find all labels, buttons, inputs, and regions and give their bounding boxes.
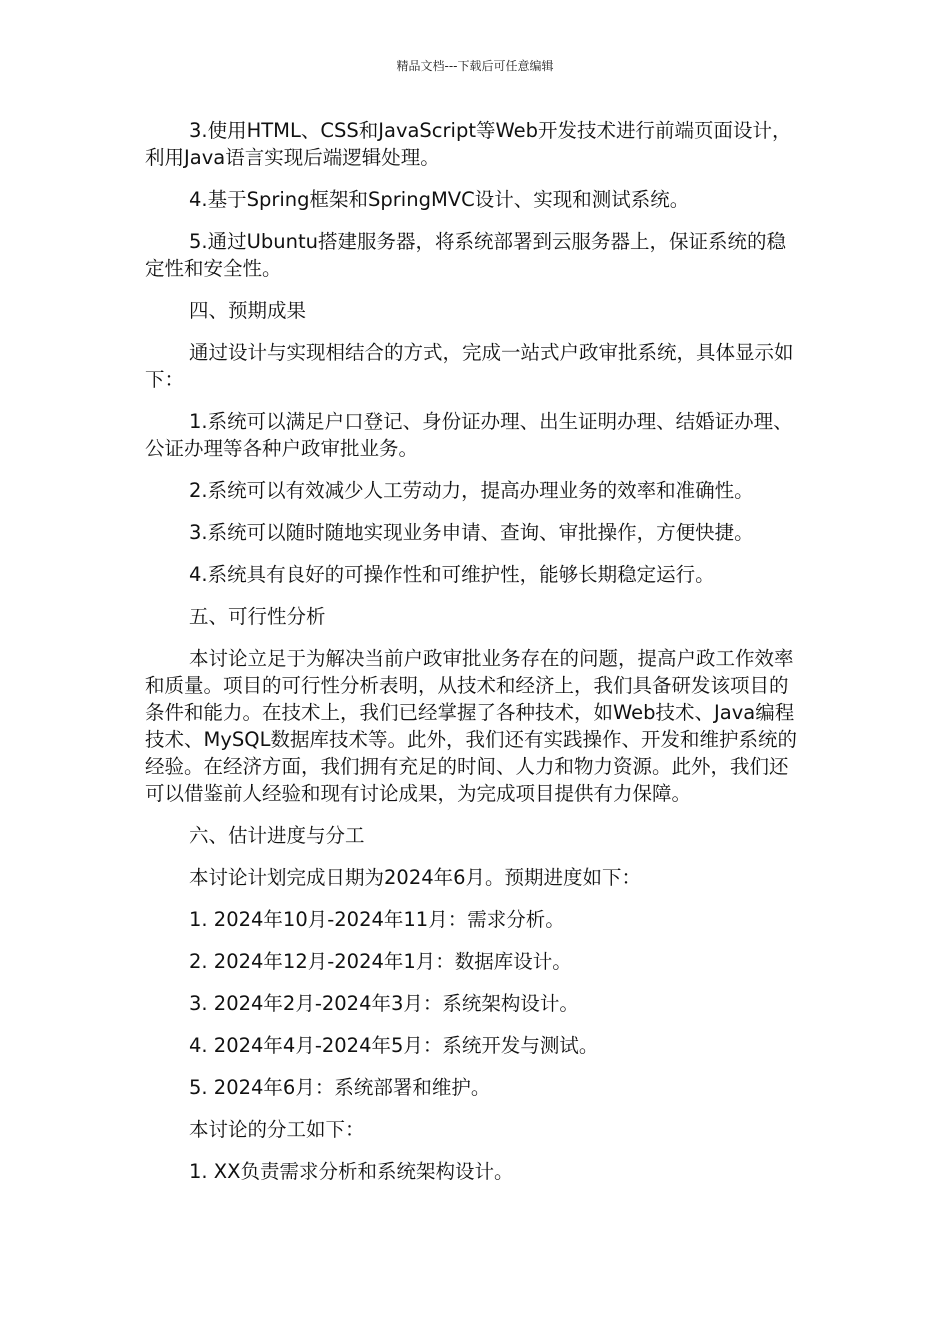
- list-item-schedule-5: 5. 2024年6月：系统部署和维护。: [189, 1076, 491, 1099]
- section-heading-schedule: 六、估计进度与分工: [189, 824, 365, 847]
- list-item-schedule-1: 1. 2024年10月-2024年11月：需求分析。: [189, 908, 565, 931]
- list-item-result-2: 2.系统可以有效减少人工劳动力，提高办理业务的效率和准确性。: [189, 479, 754, 502]
- page-header: 精品文档---下载后可任意编辑: [396, 59, 554, 73]
- section-heading-feasibility: 五、可行性分析: [189, 605, 326, 628]
- list-item-schedule-3: 3. 2024年2月-2024年3月：系统架构设计。: [189, 992, 579, 1015]
- paragraph-division-intro: 本讨论的分工如下：: [189, 1118, 365, 1141]
- list-item-result-3: 3.系统可以随时随地实现业务申请、查询、审批操作，方便快捷。: [189, 521, 754, 544]
- list-item-schedule-4: 4. 2024年4月-2024年5月：系统开发与测试。: [189, 1034, 599, 1057]
- list-item-schedule-2: 2. 2024年12月-2024年1月：数据库设计。: [189, 950, 572, 973]
- paragraph-results-intro: 通过设计与实现相结合的方式，完成一站式户政审批系统，具体显示如下：: [145, 341, 794, 391]
- section-heading-expected-results: 四、预期成果: [189, 299, 307, 322]
- paragraph-frontend-tech: 3.使用HTML、CSS和JavaScript等Web开发技术进行前端页面设计，利用Java语言实现后端逻辑处理。: [145, 119, 792, 169]
- list-item-result-1: 1.系统可以满足户口登记、身份证办理、出生证明办理、结婚证办理、公证办理等各种户政审批业务。: [145, 410, 793, 460]
- list-item-division-1: 1. XX负责需求分析和系统架构设计。: [189, 1160, 514, 1183]
- paragraph-feasibility: 本讨论立足于为解决当前户政审批业务存在的问题，提高户政工作效率和质量。项目的可行性分析表明，从技术和经济上，我们具备研发该项目的条件和能力。在技术上，我们已经掌握了各种技术，如Web技术、Java编程技术、MySQL数据库技术等。此外，我们还有实践操作、开发和维护系统的经验。在经济方面，我们拥有充足的时间、人力和物力资源。此外，我们还可以借鉴前人经验和现有讨论成果，为完成项目提供有力保障。: [145, 647, 797, 805]
- paragraph-ubuntu: 5.通过Ubuntu搭建服务器，将系统部署到云服务器上，保证系统的稳定性和安全性。: [145, 230, 786, 280]
- paragraph-schedule-intro: 本讨论计划完成日期为2024年6月。预期进度如下：: [189, 866, 642, 889]
- paragraph-spring: 4.基于Spring框架和SpringMVC设计、实现和测试系统。: [189, 188, 690, 211]
- list-item-result-4: 4.系统具有良好的可操作性和可维护性，能够长期稳定运行。: [189, 563, 715, 586]
- document-body: [145, 117, 805, 1200]
